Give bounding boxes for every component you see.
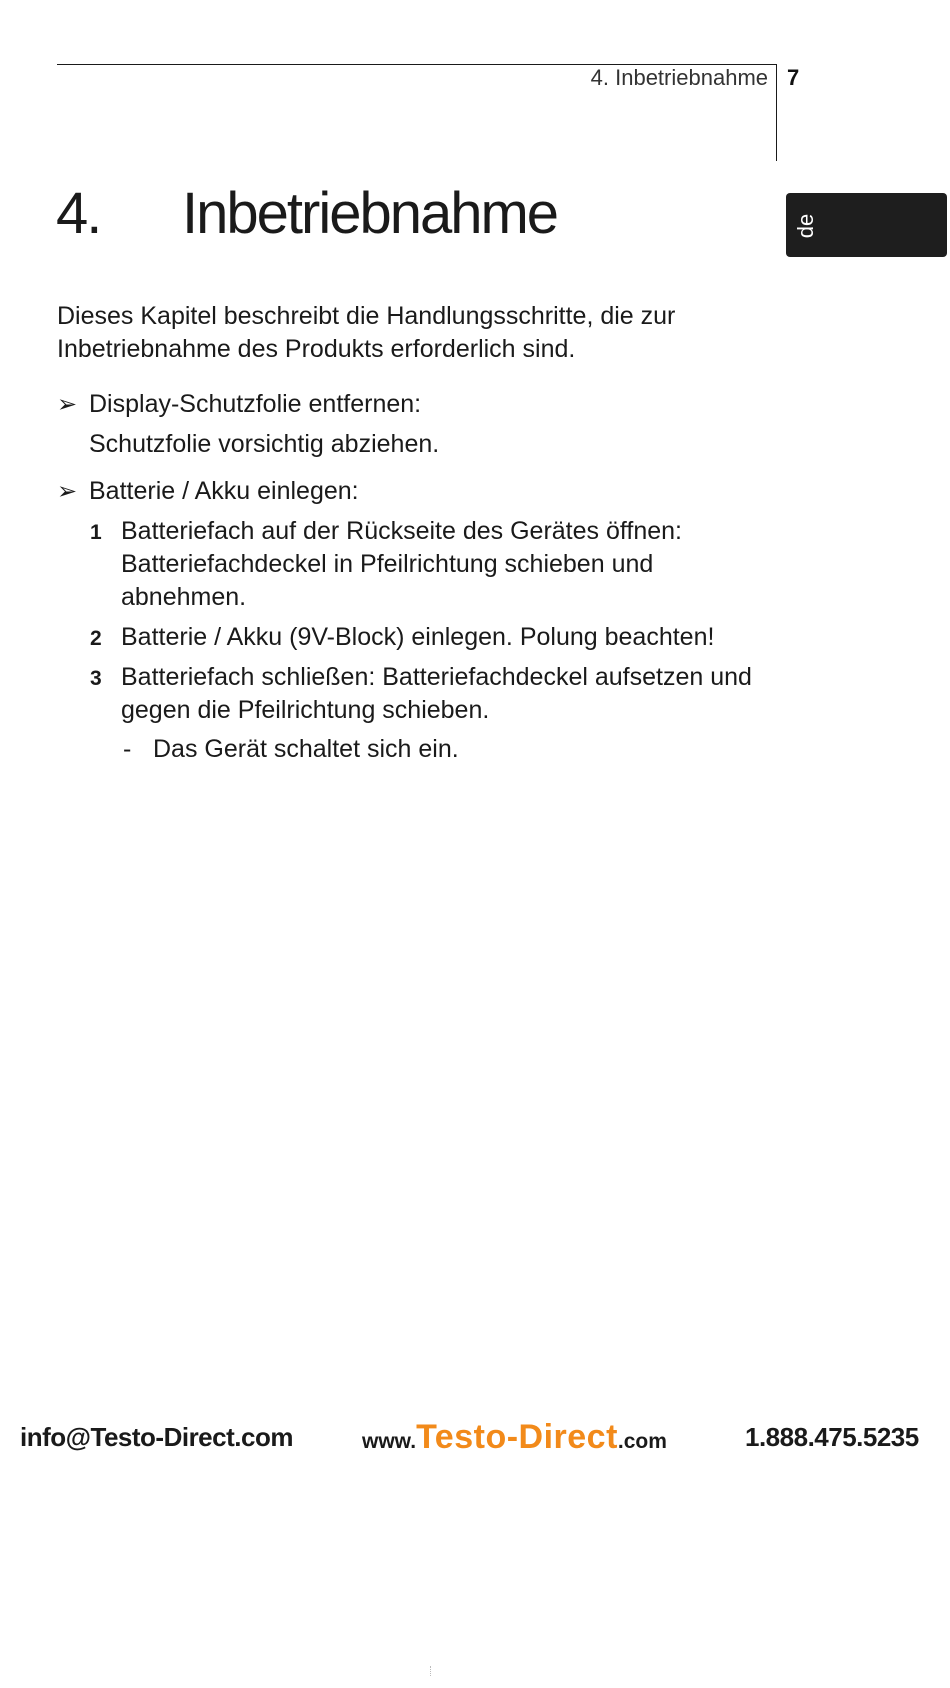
step-item [57,621,777,654]
intro-paragraph: Dieses Kapitel beschreibt die Handlungsschritte, die zur Inbetriebnahme des Produkts erforderlich sind. [57,302,676,363]
chapter-title: Inbetriebnahme [182,181,558,246]
chapter-number: 4. [56,181,101,246]
step-text: Batteriefach schließen: Batteriefachdeckel aufsetzen und gegen die Pfeilrichtung schieben. [121,663,752,724]
step-number: 1 [90,521,102,544]
instruction-heading: Display-Schutzfolie entfernen: [89,390,422,418]
result-text: Das Gerät schaltet sich ein. [153,735,459,763]
scan-artifact [430,1666,433,1676]
language-tab [786,193,947,257]
footer-website-link[interactable] [362,1418,667,1457]
website-brand: Testo-Direct [416,1418,618,1456]
arrow-bullet-icon: ➢ [57,478,78,505]
instruction-heading: Batterie / Akku einlegen: [89,477,359,505]
instruction-text: Schutzfolie vorsichtig abziehen. [89,430,440,458]
step-text: Batteriefach auf der Rückseite des Gerätes öffnen: Batteriefachdeckel in Pfeilrichtung schieben und abnehmen. [121,517,682,611]
step-number: 3 [90,667,102,690]
running-header-chapter: 4. Inbetriebnahme [590,65,768,90]
page-title [56,180,557,247]
instruction-display [57,388,777,421]
footer-email-link[interactable]: info@Testo-Direct.com [20,1422,293,1452]
step-item [57,661,777,727]
arrow-bullet-icon: ➢ [57,391,78,418]
footer-contact-bar [0,1418,950,1458]
instruction-list [57,388,777,766]
step-item [57,515,777,614]
website-suffix: .com [617,1430,667,1453]
result-dash: - [123,735,132,763]
website-prefix: www. [362,1430,417,1453]
step-number: 2 [90,627,102,650]
language-tab-label: de [793,213,819,239]
header-vertical-rule [776,64,777,161]
step-result [57,733,777,766]
footer-phone: 1.888.475.5235 [745,1422,919,1452]
instruction-battery [57,475,777,508]
page-number: 7 [787,65,800,90]
step-text: Batterie / Akku (9V-Block) einlegen. Polung beachten! [121,623,715,651]
